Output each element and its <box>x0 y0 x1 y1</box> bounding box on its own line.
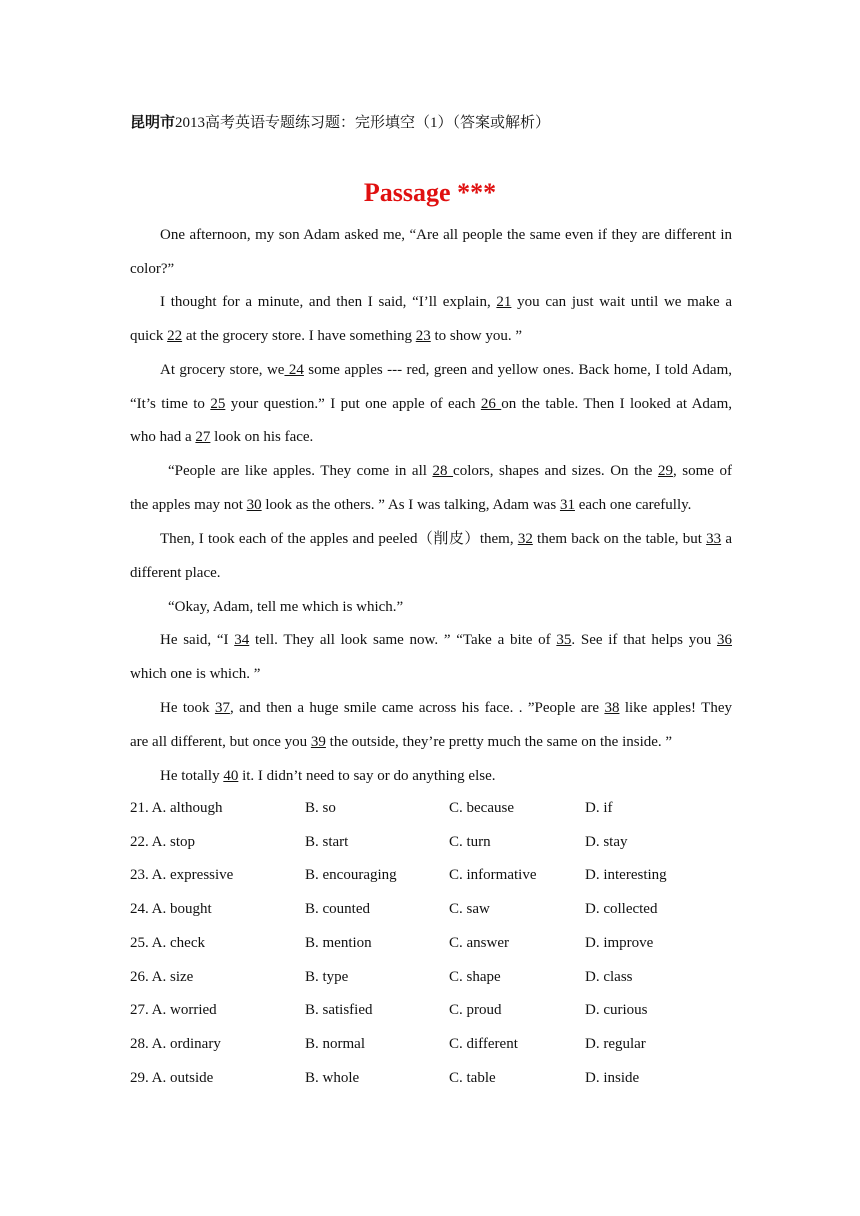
option-c: C. answer <box>449 935 509 951</box>
text: the outside, they’re pretty much the same on the inside. ” <box>325 734 673 750</box>
text: Then, I took each of the apples and peeled（削皮）them, <box>160 531 518 547</box>
paragraph-4-line-1 <box>168 461 732 481</box>
paragraph-3-line-1 <box>160 360 732 380</box>
option-d: D. class <box>585 969 633 985</box>
text: are all different, but once you <box>130 734 311 750</box>
paragraph-4-line-2 <box>130 495 691 515</box>
option-b: B. normal <box>305 1036 365 1052</box>
paragraph-3-line-2 <box>130 394 732 414</box>
blank-22: 22 <box>167 328 183 344</box>
blank-21: 21 <box>496 294 512 310</box>
blank-23: 23 <box>415 328 431 344</box>
paragraph-3-line-3 <box>130 427 313 447</box>
text: . See if that helps you <box>571 632 717 648</box>
text: One afternoon, my son Adam asked me, “Are all people the same even if they are different in <box>160 227 732 243</box>
option-c: C. proud <box>449 1002 502 1018</box>
text: “Okay, Adam, tell me which is which.” <box>168 599 404 615</box>
blank-34: 34 <box>234 632 250 648</box>
text: He totally <box>160 768 224 784</box>
paragraph-8-line-1 <box>160 698 732 718</box>
text: At grocery store, we <box>160 362 285 378</box>
blank-31: 31 <box>559 497 575 513</box>
header-title: 2013高考英语专题练习题：完形填空（1）（答案或解析） <box>175 115 551 131</box>
text: your question.” I put one apple of each <box>225 396 481 412</box>
option-a: 21. A. although <box>130 800 223 816</box>
option-c: C. because <box>449 800 514 816</box>
text: to show you. ” <box>430 328 522 344</box>
text: each one carefully. <box>574 497 692 513</box>
text: who had a <box>130 429 196 445</box>
question-29 <box>130 1070 730 1090</box>
option-c: C. turn <box>449 834 491 850</box>
option-d: D. regular <box>585 1036 646 1052</box>
text: a <box>721 531 732 547</box>
paragraph-8-line-2 <box>130 732 672 752</box>
text: “It’s time to <box>130 396 211 412</box>
question-22 <box>130 834 730 854</box>
blank-35: 35 <box>556 632 572 648</box>
blank-26: 26 <box>480 396 502 412</box>
option-a: 23. A. expressive <box>130 867 234 883</box>
text: I thought for a minute, and then I said, “I’ll explain, <box>160 294 497 310</box>
paragraph-1-line-1 <box>160 225 732 245</box>
option-c: C. informative <box>449 867 537 883</box>
blank-27: 27 <box>195 429 211 445</box>
text: He said, “I <box>160 632 235 648</box>
paragraph-2-line-2 <box>130 326 522 346</box>
paragraph-6 <box>168 597 403 617</box>
question-24 <box>130 901 730 921</box>
blank-25: 25 <box>210 396 226 412</box>
question-28 <box>130 1036 730 1056</box>
blank-40: 40 <box>223 768 239 784</box>
option-d: D. improve <box>585 935 654 951</box>
question-21 <box>130 800 730 820</box>
option-a: 26. A. size <box>130 969 194 985</box>
blank-29: 29 <box>657 463 673 479</box>
text: it. I didn’t need to say or do anything else. <box>238 768 496 784</box>
option-b: B. so <box>305 800 336 816</box>
text: the apples may not <box>130 497 247 513</box>
option-b: B. mention <box>305 935 372 951</box>
option-c: C. shape <box>449 969 501 985</box>
option-d: D. stay <box>585 834 628 850</box>
text: colors, shapes and sizes. On the <box>453 463 658 479</box>
option-a: 22. A. stop <box>130 834 196 850</box>
option-c: C. saw <box>449 901 490 917</box>
option-b: B. satisfied <box>305 1002 373 1018</box>
option-b: B. start <box>305 834 349 850</box>
header-city: 昆明市 <box>130 115 176 131</box>
text: on the table. Then I looked at Adam, <box>501 396 732 412</box>
option-d: D. inside <box>585 1070 640 1086</box>
option-a: 29. A. outside <box>130 1070 214 1086</box>
blank-28: 28 <box>432 463 454 479</box>
option-a: 28. A. ordinary <box>130 1036 221 1052</box>
blank-24: 24 <box>284 362 304 378</box>
blank-32: 32 <box>517 531 533 547</box>
text: , some of <box>672 463 732 479</box>
option-b: B. encouraging <box>305 867 397 883</box>
option-b: B. counted <box>305 901 370 917</box>
text: like apples! They <box>619 700 732 716</box>
blank-39: 39 <box>310 734 326 750</box>
question-26 <box>130 969 730 989</box>
text: look on his face. <box>210 429 314 445</box>
paragraph-7-line-2 <box>130 664 260 684</box>
question-25 <box>130 935 730 955</box>
text: which one is which. ” <box>130 666 261 682</box>
paragraph-7-line-1 <box>160 630 732 650</box>
option-c: C. table <box>449 1070 496 1086</box>
paragraph-5-line-1 <box>160 529 732 549</box>
paragraph-1-line-2 <box>130 259 174 279</box>
text: “People are like apples. They come in all <box>168 463 433 479</box>
option-b: B. type <box>305 969 349 985</box>
option-c: C. different <box>449 1036 518 1052</box>
option-d: D. if <box>585 800 613 816</box>
blank-37: 37 <box>214 700 230 716</box>
text: some apples --- red, green and yellow ones. Back home, I told Adam, <box>303 362 732 378</box>
blank-30: 30 <box>246 497 262 513</box>
passage-title: Passage *** <box>363 178 497 207</box>
text: you can just wait until we make a <box>511 294 732 310</box>
text: look as the others. ” As I was talking, Adam was <box>261 497 560 513</box>
document-header <box>130 111 550 132</box>
text: different place. <box>130 565 221 581</box>
blank-36: 36 <box>716 632 732 648</box>
text: color?” <box>130 261 175 277</box>
option-d: D. curious <box>585 1002 648 1018</box>
option-d: D. collected <box>585 901 658 917</box>
text: , and then a huge smile came across his face. . ”People are <box>229 700 605 716</box>
option-a: 27. A. worried <box>130 1002 217 1018</box>
paragraph-2-line-1 <box>160 292 732 312</box>
blank-38: 38 <box>604 700 620 716</box>
blank-33: 33 <box>706 531 722 547</box>
option-b: B. whole <box>305 1070 360 1086</box>
paragraph-9 <box>160 766 496 786</box>
text: them back on the table, but <box>532 531 707 547</box>
paragraph-5-line-2 <box>130 563 221 583</box>
text: at the grocery store. I have something <box>182 328 416 344</box>
option-d: D. interesting <box>585 867 667 883</box>
question-27 <box>130 1002 730 1022</box>
option-a: 25. A. check <box>130 935 205 951</box>
text: quick <box>130 328 168 344</box>
question-23 <box>130 867 730 887</box>
text: He took <box>160 700 215 716</box>
option-a: 24. A. bought <box>130 901 212 917</box>
text: tell. They all look same now. ” “Take a bite of <box>249 632 557 648</box>
